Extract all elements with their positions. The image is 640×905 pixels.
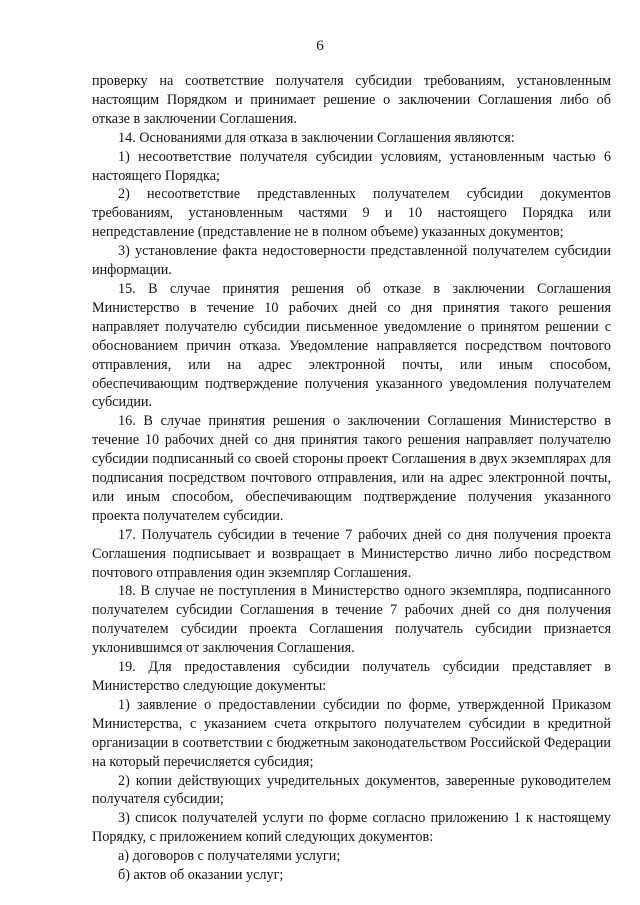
- paragraph-15: 15. В случае принятия решения об отказе в заключении Соглашения Министерство в течение 10 рабочих дней со дня принятия такого решения направляет получателю субсидии письменное уведомление о принятом решении с обоснованием причин отказа. Уведомление направляется посредством почтового отправления, или на адрес электронной почты, или иным способом, обеспечивающим подтверждение получения указанного уведомления получателем субсидии.: [92, 280, 611, 411]
- paragraph-16: 16. В случае принятия решения о заключении Соглашения Министерство в течение 10 рабочих дней со дня принятия такого решения направляет получателю субсидии подписанный со своей стороны проект Соглашения в двух экземплярах для подписания посредством почтового отправления, или на адрес электронной почты, или иным способом, обеспечивающим подтверждение получения указанного проекта получателем субсидии.: [92, 413, 611, 524]
- paragraph-14-item-2: 2) несоответствие представленных получателем субсидии документов требованиям, установленным частями 9 и 10 настоящего Порядка или непредставление (представление не в полном объеме) указанных документов;: [92, 186, 611, 241]
- paragraph-17: 17. Получатель субсидии в течение 7 рабочих дней со дня получения проекта Соглашения подписывает и возвращает в Министерство лично либо посредством почтового отправления один экземпляр Соглашения.: [92, 526, 611, 581]
- paragraph-19-item-3-a: а) договоров с получателями услуги;: [118, 848, 341, 865]
- paragraph-14-item-1: 1) несоответствие получателя субсидии условиям, установленным частью 6 настоящего Порядка;: [92, 148, 611, 184]
- paragraph-19-item-2: 2) копии действующих учредительных документов, заверенные руководителем получателя субсидии;: [92, 772, 611, 808]
- paragraph-18: 18. В случае не поступления в Министерство одного экземпляра, подписанного получателем субсидии Соглашения в течение 7 рабочих дней со дня получения получателем субсидии проекта Соглашения получатель субсидии признается уклонившимся от заключения Соглашения.: [92, 583, 611, 657]
- paragraph-continuation: проверку на соответствие получателя субсидии требованиям, установленным настоящим Порядком и принимает решение о заключении Соглашения либо об отказе в заключении Соглашения.: [92, 73, 611, 127]
- document-body: [92, 72, 611, 885]
- paragraph-19-item-3: 3) список получателей услуги по форме согласно приложению 1 к настоящему Порядку, с приложением копий следующих документов:: [92, 810, 611, 846]
- page-number: 6: [316, 38, 324, 54]
- paragraph-14-item-3: 3) установление факта недостоверности представленной получателем субсидии информации.: [92, 243, 611, 279]
- paragraph-19-item-3-b: б) актов об оказании услуг;: [118, 867, 284, 884]
- paragraph-14: 14. Основаниями для отказа в заключении Соглашения являются:: [118, 129, 515, 146]
- paragraph-19: 19. Для предоставления субсидии получатель субсидии представляет в Министерство следующие документы:: [92, 659, 611, 694]
- paragraph-19-item-1: 1) заявление о предоставлении субсидии по форме, утвержденной Приказом Министерства, с указанием счета открытого получателем субсидии в кредитной организации в соответствии с бюджетным законодательством Российской Федерации на который перечисляется субсидия;: [92, 696, 611, 770]
